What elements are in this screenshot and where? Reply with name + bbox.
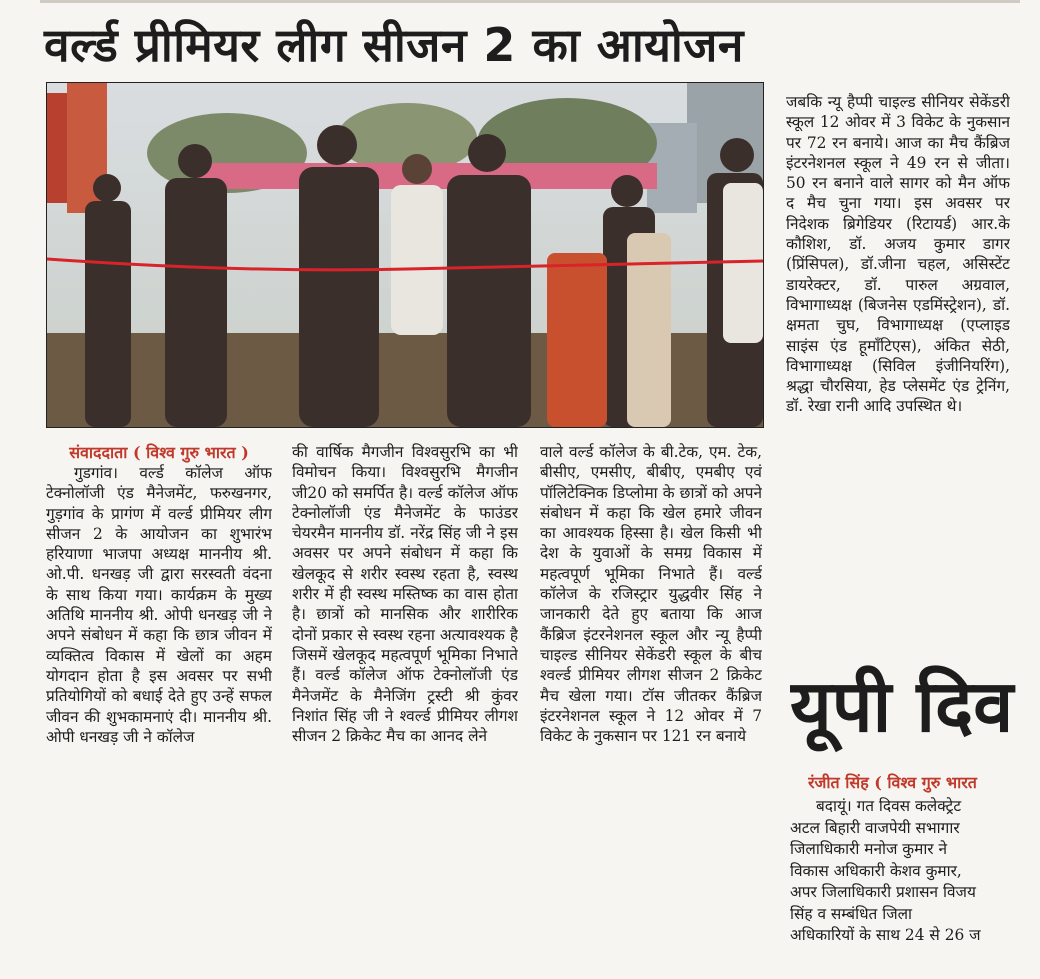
second-story-line: अपर जिलाधिकारी प्रशासन विजय — [790, 883, 976, 901]
second-story-line: जिलाधिकारी मनोज कुमार ने — [790, 840, 948, 858]
second-story-body — [790, 796, 1040, 979]
top-rule — [40, 0, 1020, 3]
second-story-line: सिंह व सम्बंधित जिला — [790, 904, 913, 923]
second-headline: यूपी दिव — [790, 664, 1014, 748]
second-byline: रंजीत सिंह ( विश्व गुरु भारत — [808, 773, 977, 792]
second-story-line: बदायूं। गत दिवस कलेक्ट्रेट — [816, 797, 962, 815]
column-4-text: जबकि न्यू हैप्पी चाइल्ड सीनियर सेकेंडरी स्कूल 12 ओवर में 3 विकेट के नुकसान पर 72 रन बनाये। आज का मैच कैंब्रिज इंटरनेशनल स्कूल ने 49 रन से जीता। 50 रन बनाने वाले सागर को मैन ऑफ द मैच चुना गया। इस अवसर पर निदेशक ब्रिगेडियर (रिटायर्ड) आर.के कौशिश, डॉ. अजय कुमार डागर (प्रिंसिपल), डॉ.जीना चहल, असिस्टेंट डायरेक्टर, डॉ. पारुल अग्रवाल, विभागाध्यक्ष (बिजनेस एडमिंस्ट्रेशन), डॉ. क्षमता चुघ, विभागाध्यक्ष (एप्लाइड साइंस एंड हूमॉंटिएस), अंकित सेठी, विभागाध्यक्ष (सिविल इंजीनियरिंग), श्रद्धा चौरसिया, हेड प्लेसमेंट एंड ट्रेनिंग, डॉ. रेखा रानी आदि उपस्थित थे। — [786, 93, 1010, 416]
second-story-line: अधिकारियों के साथ 24 से 26 ज — [790, 926, 981, 944]
column-2-text: की वार्षिक मैगजीन विश्वसुरभि का भी विमोचन किया। विश्वसुरभि मैगजीन जी20 को समर्पित है। वर्ल्ड कॉलेज ऑफ टेक्नोलॉजी एंड मैनेजमेंट के फाउंडर चेयरमैन माननीय डॉ. नरेंद्र सिंह जी ने इस अवसर पर अपने संबोधन में कहा कि खेलकूद से शरीर स्वस्थ रहता है, स्वस्थ शरीर में ही स्वस्थ मस्तिष्क का वास होता है। छात्रों को मानसिक और शारीरिक दोनों प्रकार से स्वस्थ रहना अत्यावश्यक है जिसमें खेलकूद महत्वपूर्ण भूमिका निभाते हैं। वर्ल्ड कॉलेज ऑफ टेक्नोलॉजी एंड मैनेजमेंट के मैनेजिंग ट्रस्टी श्री कुंवर निशांत सिंह जी ने श्वर्ल्ड प्रीमियर लीगश सीजन 2 क्रिकेट मैच का आनद लेने — [292, 443, 518, 746]
column-3-text: वाले वर्ल्ड कॉलेज के बी.टेक, एम. टेक, बीसीए, एमसीए, बीबीए, एमबीए एवं पॉलिटेक्निक डिप्लोमा के छात्रों को अपने संबोधन में कहा कि खेल हमारे जीवन का आवश्यक हिस्सा है। खेल किसी भी देश के युवाओं के समग्र विकास में महत्वपूर्ण भूमिका निभाते हैं। वर्ल्ड कॉलेज के रजिस्ट्रार युद्धवीर सिंह ने जानकारी देते हुए बताया कि आज कैंब्रिज इंटरनेशनल स्कूल और न्यू हैप्पी चाइल्ड सीनियर सेकेंडरी स्कूल के बीच श्वर्ल्ड प्रीमियर लीगश सीजन 2 क्रिकेट मैच खेला गया। टॉस जीतकर कैंब्रिज इंटरनेशनल स्कूल ने 12 ओवर में 7 विकेट के नुकसान पर 121 रन बनाये — [540, 443, 762, 746]
main-headline: वर्ल्ड प्रीमियर लीग सीजन 2 का आयोजन — [44, 18, 744, 72]
article-column-4 — [786, 92, 1010, 647]
second-story-line: अटल बिहारी वाजपेयी सभागार — [790, 818, 960, 837]
main-byline: संवाददाता ( विश्व गुरु भारत ) — [69, 443, 249, 462]
column-1-text: गुडगांव। वर्ल्ड कॉलेज ऑफ टेक्नोलॉजी एंड मैनेजमेंट, फरुखनगर, गुड़गांव के प्रागंण में वर्ल्ड प्रीमियर लीग सीजन 2 के आयोजन का शुभारंभ हरियाणा भाजपा अध्यक्ष माननीय श्री. ओ.पी. धनखड़ जी द्वारा सरस्वती वंदना के साथ किया गया। कार्यक्रम के मुख्य अतिथि माननीय श्री. ओपी धनखड़ जी ने अपने संबोधन में कहा कि छात्र जीवन में व्यक्तित्व विकास में खेलों का अहम योगदान होता है इस अवसर पर सभी प्रतियोगियों को बधाई देते हुए उन्हें सफल जीवन की शुभकामनाएं दी। माननीय श्री. ओपी धनखड़ जी ने कॉलेज — [46, 464, 272, 746]
article-column-1 — [46, 442, 272, 976]
article-column-2 — [292, 442, 518, 976]
second-story-line: विकास अधिकारी केशव कुमार, — [790, 861, 962, 880]
news-photo — [46, 82, 764, 428]
article-column-3 — [540, 442, 762, 976]
